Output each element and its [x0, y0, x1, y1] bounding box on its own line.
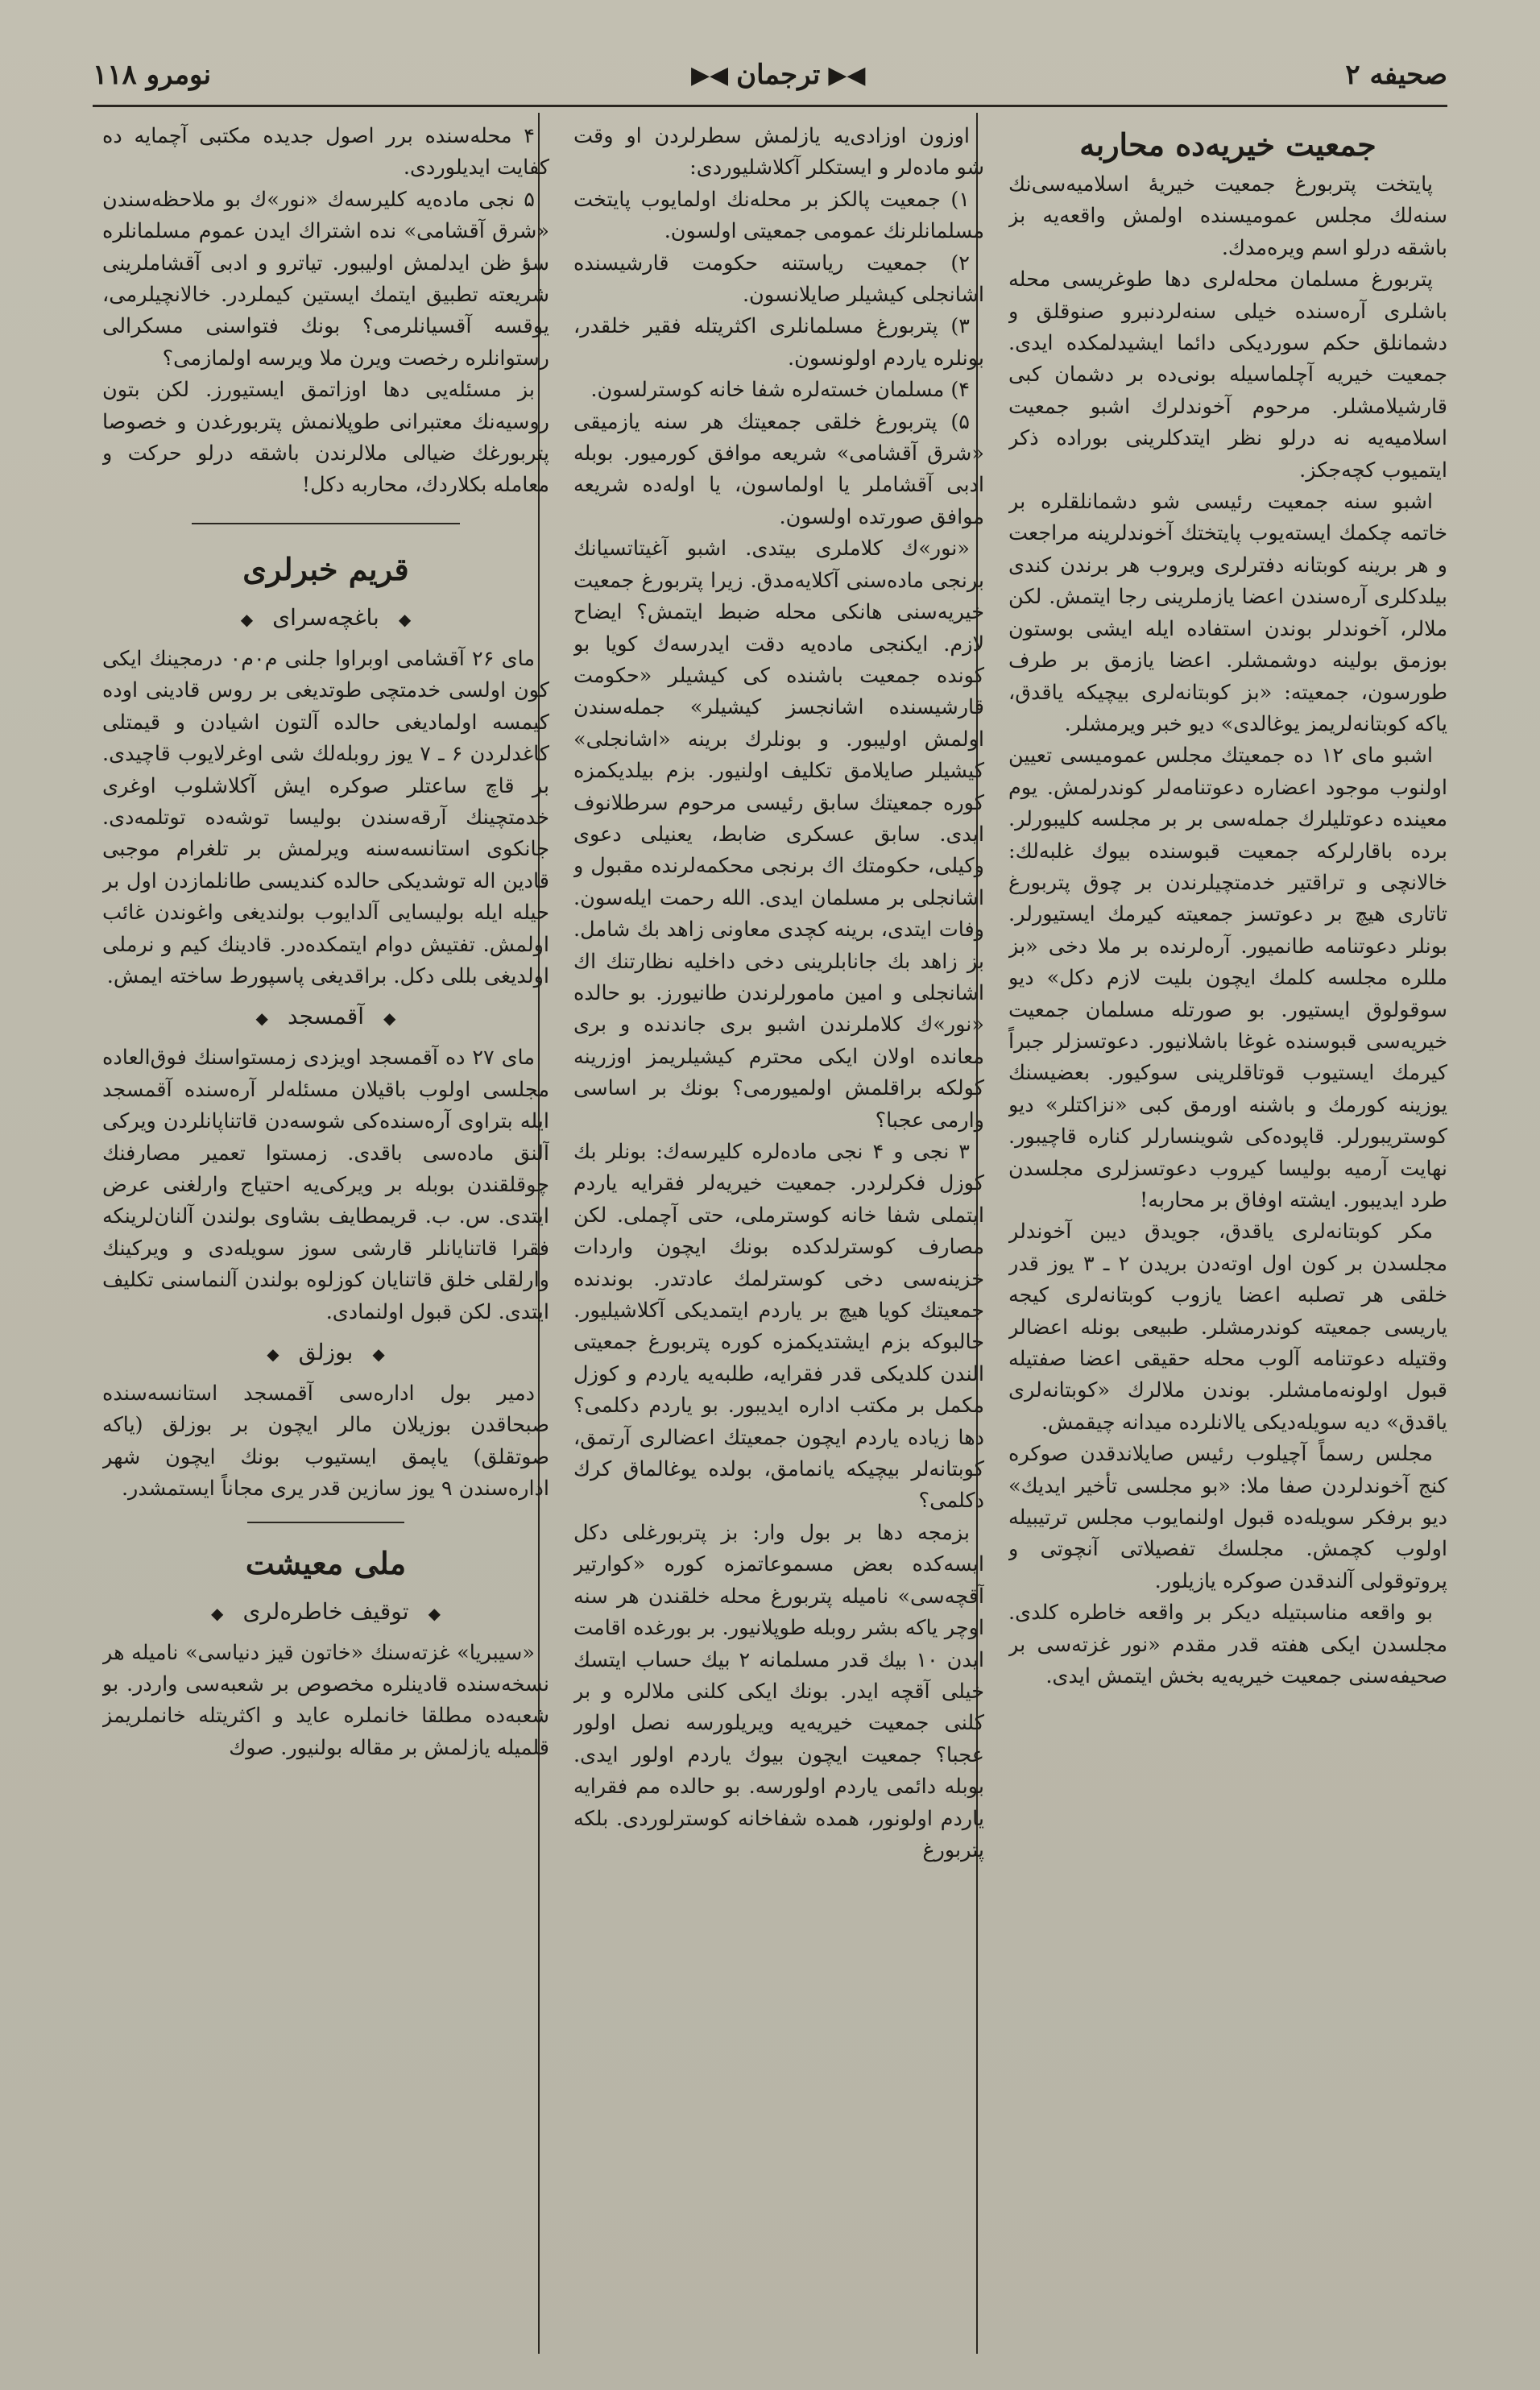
column-right: [1008, 121, 1447, 2342]
subsection-heading: [102, 1591, 549, 1634]
article-paragraph: پتربورغ مسلمان محله‌لری دها طوغریسی محله باشلری آره‌سنده خیلی سنه‌لردنبرو صنوقلق و دشمانلق حکم سوردیکی دائما ایشیدلمکده ایدی. جمعیت خیریه آچلماسیله بونی‌ده بر دشمان کبی قارشیلامشلر. مرحوم آخوندلرك اشبو جمعیت اسلامیه‌یه نه درلو نظر ایتدکلرینی بورا‌ده ذکر ایتمیوب کچه‌جکز.: [1008, 267, 1447, 483]
article-paragraph: اشبو سنه جمعیت رئیسی شو دشمانلقلره بر خاتمه چکمك ایسته‌یوب پایتختك آخوندلرینه مراجعت و هر برینه کوبتانه دفترلری ویروب هر برندن کندی بیلدکلری آره‌سندن اعضا یازملرینی رجا ایتمش. لکن ملالر، آخوندلر بوندن استفاده ایله ایشی بوستون بوزمق بولینه دوشمشلر. اعضا یازمق بر طرف طورسون، جمعیته: «بز کوبتانه‌لری بیچیکه یاقدق، یاکه کوبتانه‌لریمز یوغالدی» دیو خبر ویرمشلر.: [1008, 490, 1447, 736]
news-item: «سیبریا» غزته‌سنك «خاتون قیز دنیاسی» نامیله هر نسخه‌سنده قادینلره مخصوص بر شعبه‌سی واردر. بو شعبه‌ده مطلقا خانملره عاید و اکثریتله خانملریمز قلمیله یازلمش بر مقاله بولنیور. صوك: [102, 1640, 549, 1760]
ornament-left-icon: ◀▶: [828, 60, 866, 89]
article-paragraph: ۵ نجی ماده‌یه کلیرسه‌ك «نور»ك بو ملاحظه‌سندن «شرق آقشامی» نده اشتراك ایدن عموم مسلمانلره سؤ ظن ایدلمش اولیبور. تیاترو و ادبی آقشاملرینی شریعته تطبیق ایتمك ایستین کیملردر. خالانچیلرمی، یوقسه آقسیانلرمی؟ بونك فتواسنی مسکرالی رستوانلره رخصت ویرن ملا ویرسه اولمازمی؟: [102, 187, 549, 371]
article-paragraph: بو واقعه مناسبتیله دیکر بر واقعه خاطره کلدی. مجلسدن ایکی هفته قدر مقدم «نور غزته‌سی بر صحیفه‌سنی جمعیت خیریه‌یه بخش ایتمش ایدی.: [1008, 1601, 1447, 1689]
column-middle: [573, 121, 984, 2342]
diamond-ornament-icon: ◆: [372, 1344, 385, 1364]
article-paragraph: اشبو مای ۱۲ ده جمعیتك مجلس عمومیسی تعیین اولنوب موجود اعضاره دعوتنامه‌لر کوندرلمش. یوم معینده دعوتلیلرك جمله‌سی بر بر مجلسه کلیبورلر. برده باقارلرکه جمعیت قبوسنده بیوك غلبه‌لك: خالانچی و تراقتیر خدمتچیلرندن بر چوق پتربورغ تاتاری هیچ بر دعوتسز جمعیته کیرمك ایستیورلر. بونلر دعوتنامه طانمیور. آره‌لرنده بر ملا دخی «بز مللره مجلسه کلمك ایچون بلیت لازم دکل» دیو سوقولوق ایستیور. بو صورتله مسلمان جمعیت خیریه‌سی قبوسنده غوغا باشلانیور. دعوتسزلر جبراً کیرمك ایستیوب قوتاقلرینی سوکیور. بعضیسنك یوزینه کورمك و باشنه اورمق کبی «نزاکتلر» دیو کوستریبورلر. قاپوده‌کی شوینسارلر کناره قاچیبور. نهایت آرمیه بولیسا کیروب دعوتسزلری مجلسدن طرد ایدیبور. ایشته اوفاق بر محاربه!: [1008, 744, 1447, 1212]
article-paragraph: مکر کوبتانه‌لری یاقدق، جویدق دیبن آخوندلر مجلسدن بر کون اول اوته‌دن بریدن ۲ ـ ۳ یوز قدر خلقی هر تصلبه اعضا یازوب کوبتانه‌لری کیجه یاریسی جمعیته کوندرمشلر. طبیعی بونله اعضالر وقتیله دعوتنامه آلوب محله حقیقی اعضا صفتیله قبول اولونه‌مامشلر. بوندن ملالرك «کوبتانه‌لری یاقدق» دیه سویله‌دیکی یالانلرده میدانه چیقمش.: [1008, 1220, 1447, 1435]
article-paragraph: ۴ محله‌سنده برر اصول جدیده مکتبی آچمایه ده کفایت ایدیلوردی.: [102, 124, 549, 180]
article-paragraph: ۲) جمعیت ریاستنه حکومت قارشیسنده اشانجلی کیشیلر صایلانسون.: [573, 251, 984, 308]
page-number: صحیفه ۲: [1345, 59, 1447, 91]
diamond-ornament-icon: ◆: [398, 609, 412, 629]
article-paragraph: «نور»ك کلاملری بیتدی. اشبو آغیتاتسیانك برنجی ماده‌سنی آکلایه‌مدق. زیرا پتربورغ جمعیت خیریه‌سنی هانکی محله ضبط ایتمش؟ ایضاح لازم. ایکنجی ماده‌یه دقت ایدرسه‌ك کویا بو کونده جمعیت باشنده کی کیشیلر «حکومت قارشیسنده اشانجسز کیشیلر» جمله‌سندن اولمش اولیبور. و بونلرك برینه «اشانجلی» کیشیلر صایلامق تکلیف اولنیور. بزم بیلدیکمزه کوره جمعیتك سابق رئیسی مرحوم سرطلانوف ایدی. سابق عسکری ضابط، یعنیلی دعوی وکیلی، حکومتك اك برنجی محکمه‌لرنده مقبول و اشانجلی بر مسلمان ایدی. الله رحمت ایله‌سون. وفات ایتدی، برینه کچدی معاونی زاهد بك شامل. بز زاهد بك جانابلرینی دخی داخلیه نظارتنك اك اشانجلی و امین مامورلرندن طانیورز. بو حالده «نور»ك کلاملرندن اشبو بری جاندنده و بری معانده اولان ایکی محترم کیشیلریمز اوزرینه کولکه براقلمش اولمیورمی؟ بونك بر اساسی وارمی عجبا؟: [573, 536, 984, 1133]
news-item: مای ۲۷ ده آقمسجد اویزدی زمستواسنك فوق‌العاده مجلسی اولوب باقیلان مسئله‌لر آره‌سنده آقمسجد ایله بتراوی آره‌سنده‌کی شوسه‌دن قاتناپانلردن ویرکی آلنق ماده‌سی باقدی. زمستوا تعمیر مصارفنك چوقلقندن بوبله بر ویرکی‌یه احتیاج وارلغنی عرض ایتدی. س. ب. قریمطایف بشاوی بولندن آلنان‌لرینکه فقرا قاتنایانلر قارشی سوز سویله‌دی و ویرکینك وارلقلی خلق قاتنایان کوزلوه بولندن آلنماسنی تکلیف ایتدی. لکن قبول اولنمادی.: [102, 1046, 549, 1324]
subsection-label: آقمسجد: [287, 1003, 365, 1030]
news-item: مای ۲۶ آقشامی اوبراوا جلنی م۰م۰ درمجینك ایکی کون اولسی خدمتچی طوتدیغی بر روس قادینی اوده کیمسه اولمادیغی حالده آلتون اشیادن و قیمتلی کاغدلردن ۶ ـ ۷ یوز روبله‌لك شی اوغرلایوب قاچیدی. بر قاچ ساعتلر صوکره ایش آکلاشلوب اوغری خدمتچینك آرقه‌سندن بولیسا توشه‌ده توتلمه‌دی. جانکوی استانسه‌سنه ویرلمش بر تلغرام موجبی قادین اله توشدیکی حالده کندیسی طانلمازدن اول بر حیله ایله بولیسایی آلدایوب بولندیغی واغوندن غائب اولمش. تفتیش دوام ایتمکده‌در. قادینك کیم و نرملی اولدیغی بللی دکل. براقدیغی پاسپورط ساخته ایمش.: [102, 646, 549, 988]
article-paragraph: ۴) مسلمان خسته‌لره شفا خانه کوسترلسون.: [590, 378, 970, 403]
section-separator: [192, 523, 460, 524]
diamond-ornament-icon: ◆: [383, 1009, 396, 1029]
issue-number: نومرو ۱۱۸: [93, 59, 212, 91]
masthead: [691, 59, 866, 91]
diamond-ornament-icon: ◆: [211, 1603, 224, 1623]
subsection-heading: [102, 1332, 549, 1375]
article-title: جمعیت خیریه‌ده محاربه: [1079, 126, 1376, 163]
article-paragraph: ۵) پتربورغ خلقی جمعیتك هر سنه یازمیقی «شرق آقشامی» شریعه موافق کورمیور. بوبله ادبی آقشاملر یا اولماسون، یا اوله‌ده شریعه موافق صورتده اولسون.: [573, 409, 984, 529]
subsection-label: باغچه‌سرای: [272, 603, 379, 631]
article-paragraph: بزمجه دها بر بول وار: بز پتربورغلی دکل ایسه‌کده بعض مسموعاتمزه کوره «کوارتیر آقچه‌سی» نامیله پتربورغ محله خلقندن هر سنه اوچر یاکه بشر روبله طوپلانیور. بر بورغده اقامت ایدن ۱۰ بیك قدر مسلمانه ۲ بیك حساب ایتسك خیلی آقچه ایدر. بونك ایکی کلنی ملالره و بر کلنی جمعیت خیریه‌یه ویریلورسه نصل اولور عجبا؟ جمعیت ایچون بیوك یاردم اولور ایدی. بوبله دائمی یاردم اولورسه. بو حالده مم فقرایه یاردم اولونور، همده شفاخانه کوسترلوردی. بلکه پتربورغ: [573, 1520, 984, 1862]
article-paragraph: ۳ نجی و ۴ نجی ماده‌لره کلیرسه‌ك: بونلر بك کوزل فکرلردر. جمعیت خیریه‌لر فقرایه یاردم ایتملی شفا خانه کوسترملی، حتی آچملی. لکن مصارف کوسترلدکده بونك ایچون واردات خزینه‌سی دخی کوسترلمك عادتدر. بوندنده جمعیتك کویا هیچ بر یاردم ایتمدیکی آکلاشیلیور. حالبوکه بزم ایشتدیکمزه کوره پتربورغ جمعیتی الندن کلدیکی قدر فقرایه، طلبه‌یه یاردم و کوزل مکمل بر مکتب اداره ایدیبور. بو یاردم دکلمی؟ دها زیاده یاردم ایچون جمعیتك اعضالری آرتمق، کوبتانه‌لر بیچیکه یانمامق، بولده یوغالماق کرك دکلمی؟: [573, 1140, 984, 1514]
diamond-ornament-icon: ◆: [267, 1344, 279, 1364]
section-separator: [247, 1522, 404, 1523]
column-left: [102, 121, 549, 2342]
diamond-ornament-icon: ◆: [240, 609, 254, 629]
news-item: دمیر بول اداره‌سی آقمسجد استانسه‌سنده صبحاقدن بوزیلان مالر ایچون بر بوزلق (یاکه صوتقلق) یاپمق ایستیوب بونك ایچون شهر اداره‌سندن ۹ یوز سازین قدر یری مجاناً ایستمشدر.: [102, 1381, 549, 1502]
section-title: قریم خبرلری: [242, 550, 409, 587]
paper-name: ترجمان: [736, 59, 821, 91]
header-rule: [93, 105, 1447, 107]
subsection-label: بوزلق: [298, 1339, 354, 1365]
article-paragraph: مجلس رسماً آچیلوب رئیس صایلاندقدن صوکره کنج آخوندلردن صفا ملا: «بو مجلسی تأخیر ایدیك» دیو برفکر سویله‌ده قبول اولنمایوب مجلس ترتیبیله اولوب کچمش. مجلسك تفصیلاتی آنچوتی و پروتوقولی آلندقدن صوکره یازیلور.: [1008, 1442, 1447, 1593]
section-title: ملی معیشت: [245, 1544, 407, 1581]
subsection-heading: [102, 597, 549, 640]
page-header: [93, 47, 1447, 103]
article-paragraph: ۱) جمعیت پالکز بر محله‌نك اولمایوب پایتخت مسلمانلرنك عمومی جمعیتی اولسون.: [573, 187, 984, 244]
diamond-ornament-icon: ◆: [255, 1009, 268, 1029]
article-paragraph: پایتخت پتربورغ جمعیت خیریهٔ اسلامیه‌سی‌نك سنه‌لك مجلس عمومیسنده اولمش واقعه‌یه بز باشقه درلو اسم ویره‌مدك.: [1008, 172, 1447, 260]
subsection-heading: [102, 996, 549, 1039]
article-paragraph: بز مسئله‌یی دها اوزاتمق ایستیورز. لکن بتون روسیه‌نك معتبرانی طوپلانمش پتربورغدن و خصوصا پتربورغك ضیالی ملالرندن باشقه درلو حرکت و معامله بکلاردك، محاربه دکل!: [102, 378, 549, 498]
article-paragraph: اوزون اوزادی‌یه یازلمش سطرلردن او وقت شو ماده‌لر و ایستکلر آکلاشلیوردی:: [573, 124, 984, 180]
subsection-label: توقیف خاطره‌لری: [242, 1597, 409, 1625]
article-paragraph: ۳) پتربورغ مسلمانلری اکثریتله فقیر خلقدر، بونلره یاردم اولونسون.: [573, 314, 984, 371]
diamond-ornament-icon: ◆: [428, 1603, 441, 1623]
ornament-right-icon: ◀▶: [690, 60, 729, 89]
